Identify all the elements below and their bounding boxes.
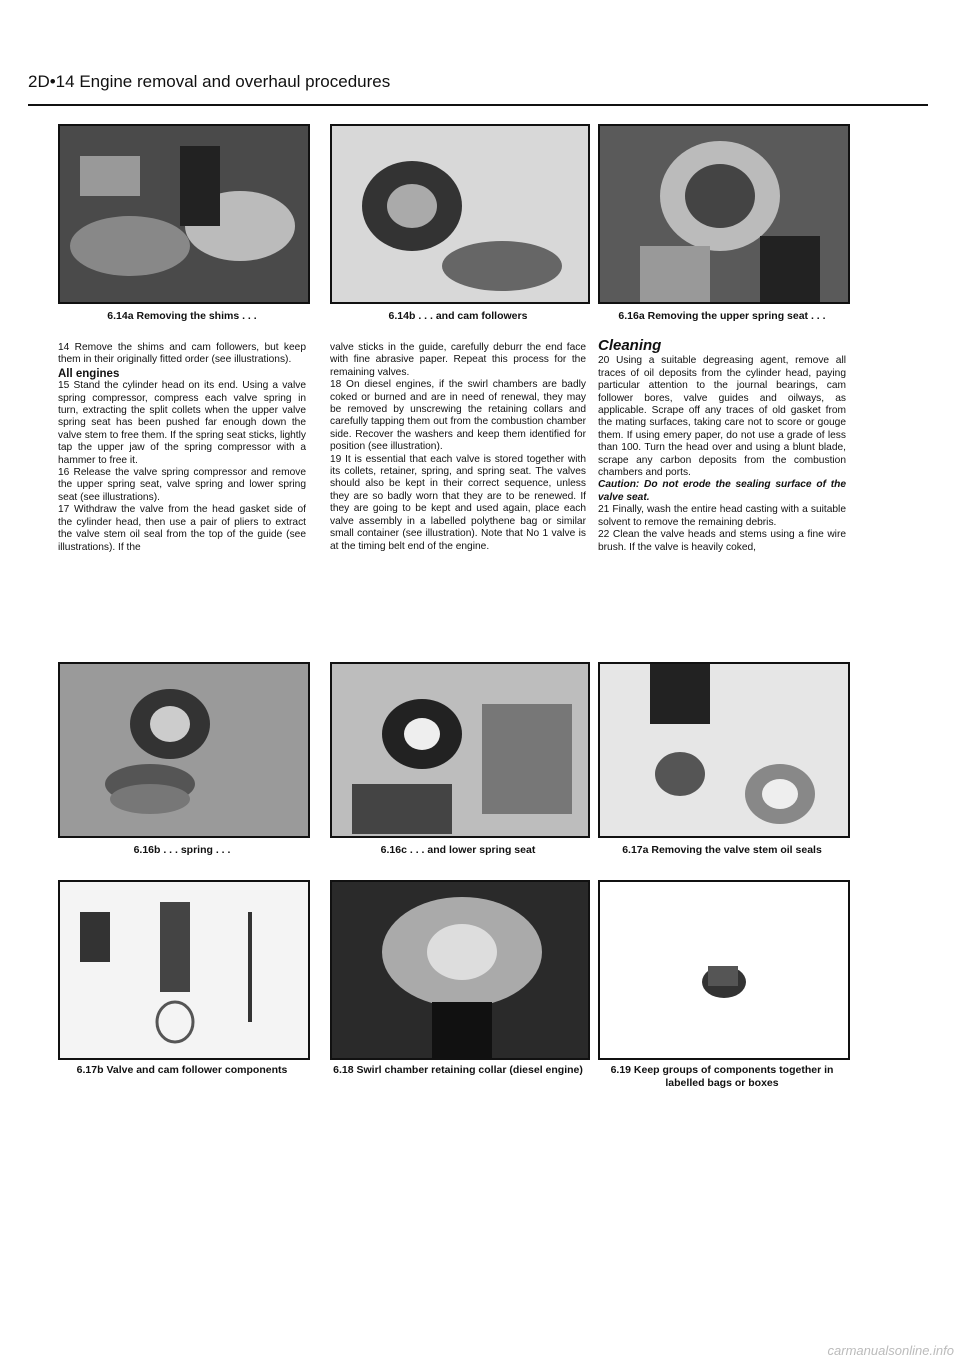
para-15: 15 Stand the cylinder head on its end. Using a valve spring compressor, compress each valve spring in turn, extracting the split collets when the upper valve spring seat has been pushed far enough down the valve stem to free them. If the spring seat sticks, lightly tap the upper jaw of the spring compressor with a hammer to free it. <box>58 380 306 466</box>
para-16: 16 Release the valve spring compressor and remove the upper spring seat, valve spring and lower spring seat (see illustrations). <box>58 467 306 503</box>
photo-valve-stem-oil-seals-image <box>600 664 848 836</box>
photo-spring <box>58 662 310 838</box>
photo-valve-components-image <box>60 882 308 1058</box>
text-column-3 <box>598 337 846 554</box>
para-18: 18 On diesel engines, if the swirl chambers are badly coked or burned and are in need of renewal, they may be removed by unscrewing the retaining collars and carefully tapping them out from the combustion chamber side. Recover the washers and keep them identified for position (see illustration). <box>330 379 586 453</box>
photo-labelled-bags <box>598 880 850 1060</box>
photo-swirl-chamber <box>330 880 590 1060</box>
photo-lower-spring-seat-image <box>332 664 588 836</box>
text-column-1 <box>58 342 306 554</box>
photo-swirl-chamber-image <box>332 882 588 1058</box>
caution-note: Caution: Do not erode the sealing surface of the valve seat. <box>598 479 846 503</box>
photo-valve-stem-oil-seals <box>598 662 850 838</box>
para-21: 21 Finally, wash the entire head casting with a suitable solvent to remove the remaining debris. <box>598 504 846 528</box>
caption-6-16a: 6.16a Removing the upper spring seat . . . <box>618 310 826 322</box>
photo-valve-components <box>58 880 310 1060</box>
caption-6-14b: 6.14b . . . and cam followers <box>388 310 528 322</box>
para-17-cont: valve sticks in the guide, carefully deburr the end face with fine abrasive paper. Repeat this process for the remaining valves. <box>330 342 586 378</box>
photo-cam-followers-image <box>332 126 588 302</box>
caption-6-14a: 6.14a Removing the shims . . . <box>107 310 257 322</box>
photo-cam-followers <box>330 124 590 304</box>
heading-cleaning: Cleaning <box>598 337 662 354</box>
photo-upper-spring-seat-image <box>600 126 848 302</box>
caption-6-16b: 6.16b . . . spring . . . <box>133 844 231 856</box>
photo-spring-image <box>60 664 308 836</box>
photo-shims <box>58 124 310 304</box>
para-20: 20 Using a suitable degreasing agent, remove all traces of oil deposits from the cylinder head, paying particular attention to the journal bearings, cam follower bores, valve guides and oilways, as applicable. Scrape off any traces of old gasket from the mating surfaces, taking care not to score or gouge them. If using emery paper, do not use a grade of less than 100. Turn the head over and using a blunt blade, scrape any carbon deposits from the combustion chambers and ports. <box>598 355 846 479</box>
para-19: 19 It is essential that each valve is stored together with its collets, retainer, spring, and spring seat. The valves should also be kept in their correct sequence, unless they are so badly worn that they are to be renewed. If they are going to be kept and used again, place each valve assembly in a labelled polythene bag or similar small container (see illustration). Note that No 1 valve is at the timing belt end of the engine. <box>330 453 586 552</box>
para-14: 14 Remove the shims and cam followers, but keep them in their originally fitted order (see illustrations). <box>58 342 306 366</box>
caption-6-17b: 6.17b Valve and cam follower components <box>76 1064 288 1076</box>
photo-labelled-bags-image <box>600 882 848 1058</box>
page-title: 2D•14 Engine removal and overhaul procedures <box>28 72 391 91</box>
photo-shims-image <box>60 126 308 302</box>
header-rule <box>28 104 928 106</box>
caption-6-16c: 6.16c . . . and lower spring seat <box>380 844 536 856</box>
text-column-2 <box>330 342 586 553</box>
para-22: 22 Clean the valve heads and stems using a fine wire brush. If the valve is heavily coked, <box>598 529 846 553</box>
photo-lower-spring-seat <box>330 662 590 838</box>
caption-6-19: 6.19 Keep groups of components together in labelled bags or boxes <box>610 1064 834 1089</box>
watermark: carmanualsonline.info <box>827 1343 954 1358</box>
heading-all-engines: All engines <box>58 367 120 380</box>
photo-upper-spring-seat <box>598 124 850 304</box>
para-17: 17 Withdraw the valve from the head gasket side of the cylinder head, then use a pair of pliers to extract the valve stem oil seal from the top of the guide (see illustrations). If the <box>58 504 306 553</box>
caption-6-17a: 6.17a Removing the valve stem oil seals <box>622 844 822 856</box>
caption-6-18: 6.18 Swirl chamber retaining collar (diesel engine) <box>333 1064 583 1076</box>
